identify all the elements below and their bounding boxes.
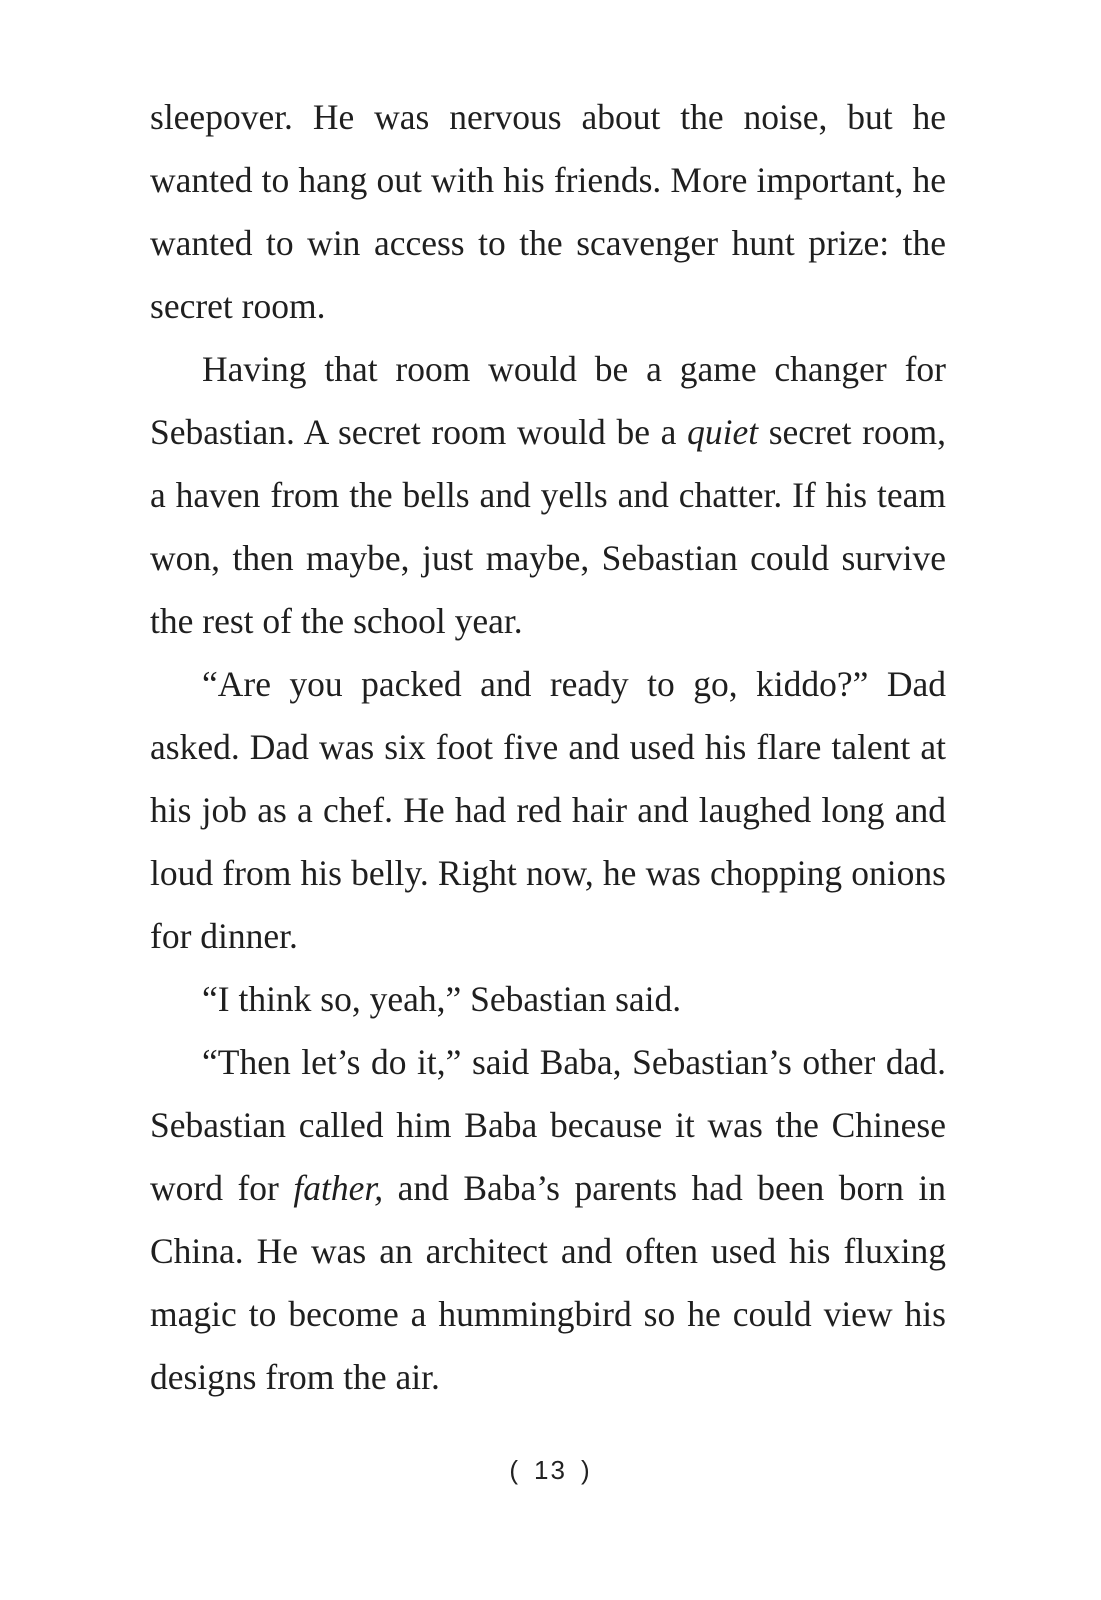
- book-page-body: [150, 86, 946, 1409]
- page-number-open-paren: (: [509, 1455, 521, 1485]
- page-number-value: 13: [534, 1455, 567, 1485]
- paragraph-5-text-b: and Baba’s parents had been born in China. He was an architect and often used his fluxing magic to become a hummingbird so he could view his designs from the air.: [150, 1168, 946, 1397]
- paragraph-5-text-a: “Then let’s do it,” said Baba, Sebastian’s other dad. Sebastian called him Baba because it was the Chinese word for: [150, 1042, 946, 1208]
- paragraph-2-text-a: Having that room would be a game changer for Sebastian. A secret room would be a: [150, 349, 946, 452]
- paragraph-3: [150, 653, 946, 968]
- paragraph-1-text: sleepover. He was nervous about the noise, but he wanted to hang out with his friends. More important, he wanted to win access to the scavenger hunt prize: the secret room.: [150, 97, 946, 326]
- paragraph-1: [150, 86, 946, 338]
- page-number: [0, 1450, 1101, 1490]
- paragraph-2-text-b: secret room, a haven from the bells and yells and chatter. If his team won, then maybe, just maybe, Sebastian could survive the rest of the school year.: [150, 412, 946, 641]
- paragraph-2-emphasis: quiet: [687, 412, 759, 452]
- page-number-close-paren: ): [580, 1455, 592, 1485]
- paragraph-5: [150, 1031, 946, 1409]
- paragraph-2: [150, 338, 946, 653]
- paragraph-4: [150, 968, 946, 1031]
- paragraph-3-text: “Are you packed and ready to go, kiddo?” Dad asked. Dad was six foot five and used his flare talent at his job as a chef. He had red hair and laughed long and loud from his belly. Right now, he was chopping onions for dinner.: [150, 664, 946, 956]
- paragraph-4-text: “I think so, yeah,” Sebastian said.: [202, 979, 682, 1019]
- paragraph-5-emphasis: father,: [293, 1168, 384, 1208]
